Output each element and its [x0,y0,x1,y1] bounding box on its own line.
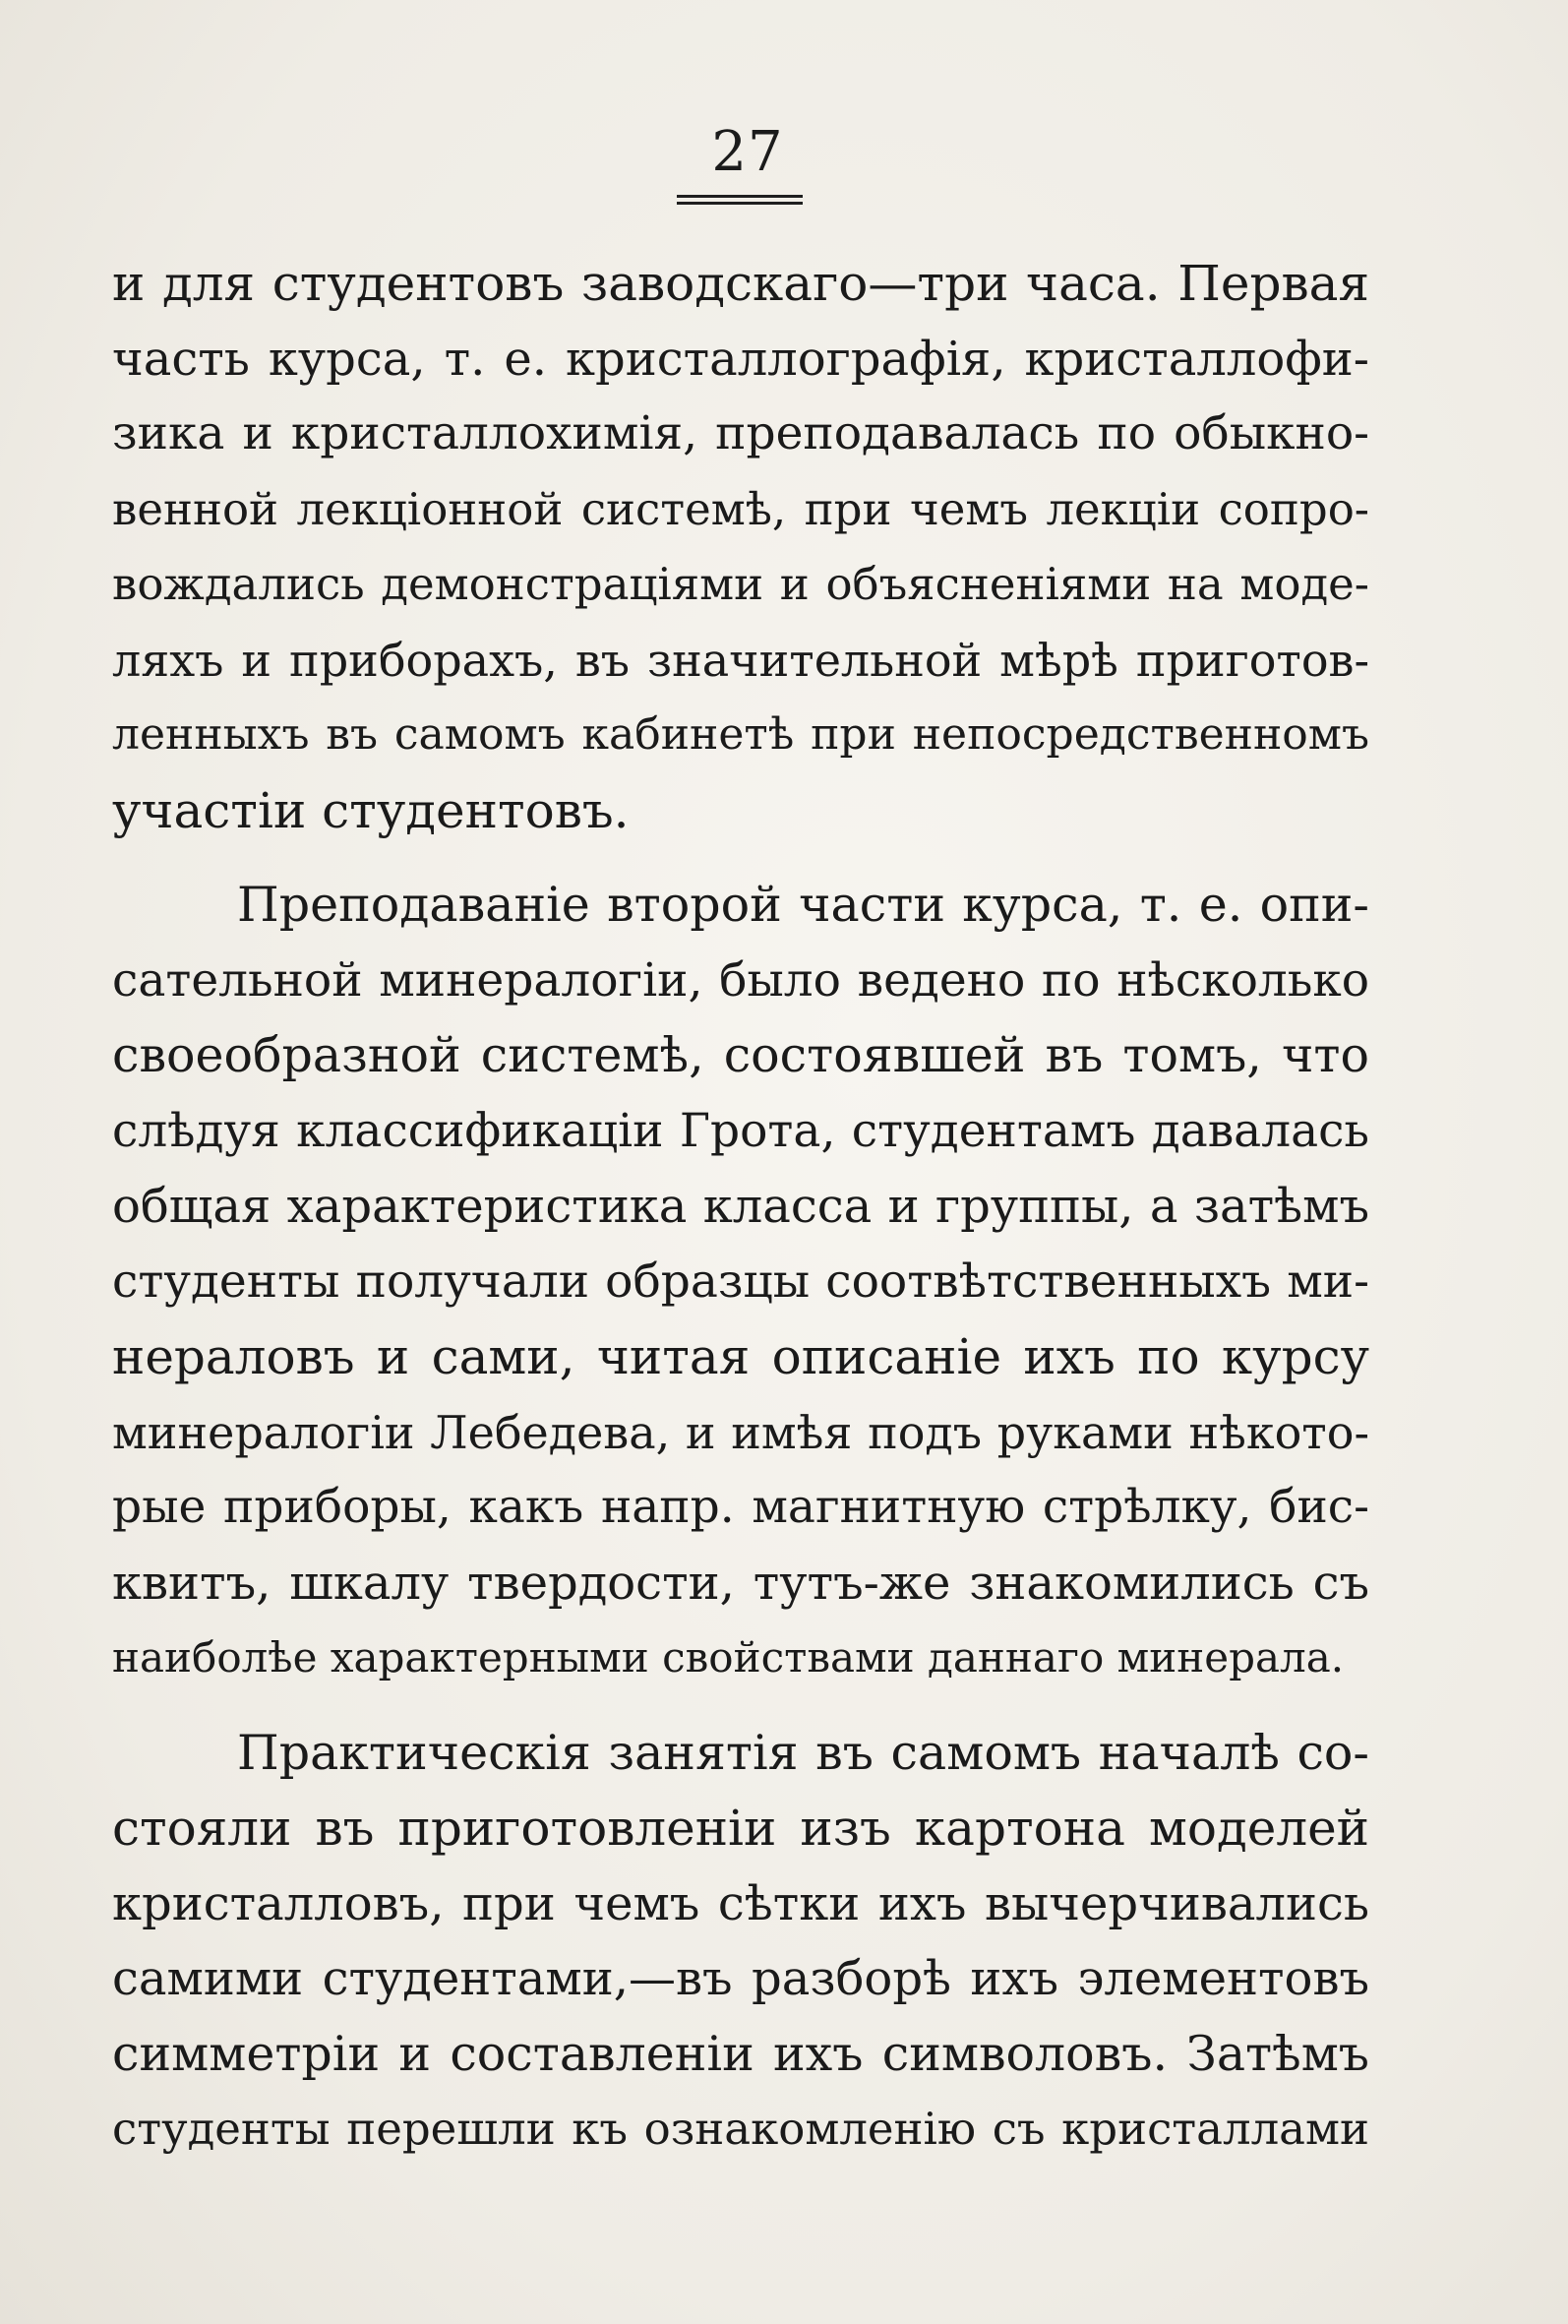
page-number-underline [677,195,803,209]
text-line: самими студентами,—въ разборѣ ихъ элементовъ [112,1951,1369,2006]
text-line: минералогіи Лебедева, и имѣя подъ руками нѣкото- [112,1405,1369,1459]
text-line: квитъ, шкалу твердости, тутъ-же знакомились съ [112,1555,1369,1611]
text-line: рые приборы, какъ напр. магнитную стрѣлку, бис- [112,1480,1369,1534]
text-line: зика и кристаллохимія, преподавалась по обыкно- [112,406,1369,460]
text-line: и для студентовъ заводскаго—три часа. Первая [112,255,1369,312]
paragraph-1 [112,246,1369,848]
text-line: слѣдуя классификаціи Грота, студентамъ давалась [112,1103,1369,1158]
text-line: симметріи и составленіи ихъ символовъ. Затѣмъ [112,2025,1369,2082]
text-line: общая характеристика класса и группы, а затѣмъ [112,1179,1369,1234]
text-line: часть курса, т. е. кристаллографія, кристаллофи- [112,331,1369,387]
paragraph-3 [112,1716,1369,2168]
paragraph-gap [112,848,1369,868]
page-number: 27 [711,120,784,184]
text-line: стояли въ приготовленіи изъ картона моделей [112,1800,1369,1857]
page-header [0,118,1495,187]
text-line: ленныхъ въ самомъ кабинетѣ при непосредственномъ [112,709,1369,760]
paragraph-gap [112,1696,1369,1716]
text-line: кристалловъ, при чемъ сѣтки ихъ вычерчивались [112,1875,1369,1931]
text-line: наиболѣе характерными свойствами даннаго минерала. [112,1633,1345,1682]
text-line: Преподаваніе второй части курса, т. е. опи- [237,877,1369,933]
text-line: сательной минералогіи, было ведено по нѣсколько [112,952,1369,1008]
text-line: венной лекціонной системѣ, при чемъ лекціи сопро- [112,482,1369,535]
text-line: студенты получали образцы соотвѣтственныхъ ми- [112,1254,1369,1309]
text-line: вождались демонстраціями и объясненіями на моде- [112,558,1369,610]
body-text [112,246,1369,2168]
text-line: студенты перешли къ ознакомленію съ кристаллами [112,2103,1369,2155]
text-line: ляхъ и приборахъ, въ значительной мѣрѣ приготов- [112,633,1369,687]
underline-rule-top [677,195,803,198]
text-line: нераловъ и сами, читая описаніе ихъ по курсу [112,1328,1369,1385]
text-line: участіи студентовъ. [112,781,630,839]
text-line: своеобразной системѣ, состоявшей въ томъ, что [112,1027,1369,1083]
text-line: Практическія занятія въ самомъ началѣ со- [237,1724,1369,1781]
underline-rule-bottom [677,202,803,205]
paragraph-2 [112,868,1369,1696]
